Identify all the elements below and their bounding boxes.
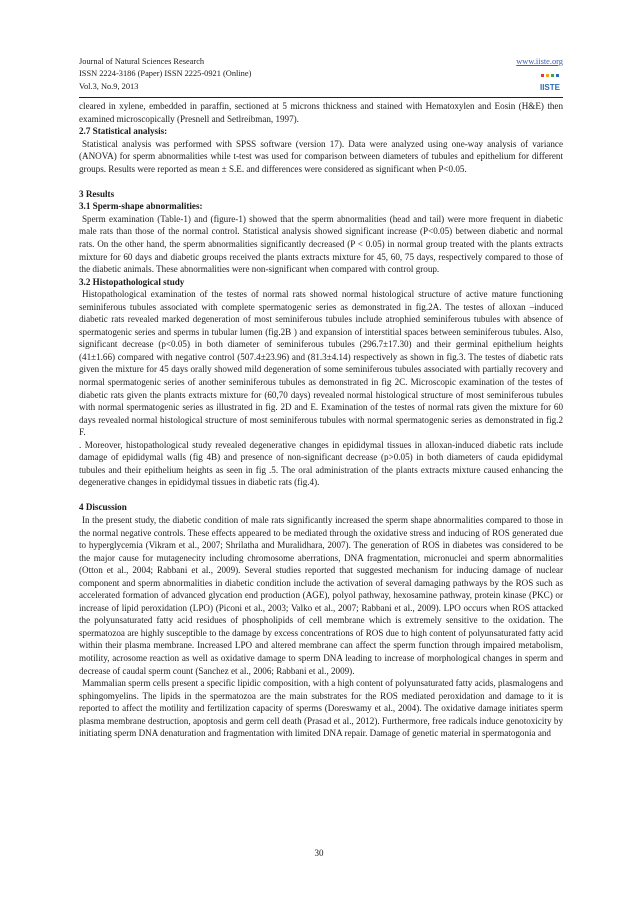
section-heading-2-7: 2.7 Statistical analysis:	[79, 126, 168, 137]
header-rule	[79, 97, 563, 98]
intro-paragraph: cleared in xylene, embedded in paraffin, sectioned at 5 microns thickness and stained with Hematoxylen and Eosin (H&E) then examined microscopically (Presnell and Setlreibman, 1997).	[79, 101, 563, 124]
discussion-paragraph-2: Mammalian sperm cells present a specific lipidic composition, with a high content of polyunsaturated fatty acids, plasmalogens and sphingomyelins. The lipids in the spermatozoa are the main substrates for the ROS mediated peroxidation and damage to it is reported to affect the motility and fertilization capacity of sperms (Doreswamy et al., 2004). The oxidative damage initiates sperm plasma membrane destruction, apoptosis and germ cell death (Prasad et al., 2012). Furthermore, free radicals induce genotoxicity by initiating sperm DNA denaturation and fragmentation with limited DNA repair. Damage of genetic material in spermatogonia and	[79, 678, 563, 739]
epididymis-paragraph: . Moreover, histopathological study revealed degenerative changes in epididymal tissues in alloxan-induced diabetic rats include damage of epididymal walls (fig 4B) and presence of non-significant decrease (p>0.05) in both diameters of cauda epididymal tubules and their epithelium heights as seen in fig .5. The oral administration of the plants extracts mixture caused enhancing the degenerative changes in epididymal tissues in diabetic rats (fig.4).	[79, 439, 563, 488]
sperm-shape-paragraph: Sperm examination (Table-1) and (figure-1) showed that the sperm abnormalities (head and tail) were more frequent in diabetic male rats than those of the normal control. Statistical analysis showed significant increase (P<0.05) between diabetic and normal rats. On the other hand, the sperm abnormalities significantly decreased (P < 0.05) in normal group treated with the plants extracts mixture for 60 days and diabetic groups received the plants extracts mixture for 45, 60, 75 days, respectively compared to those of the diabetic animals. These abnormalities were non-significant when compared with control group.	[79, 213, 563, 275]
volume-line: Vol.3, No.9, 2013	[79, 81, 139, 91]
section-heading-discussion: 4 Discussion	[79, 502, 127, 513]
website-link[interactable]: www.iiste.org	[516, 57, 563, 66]
histopathology-paragraph: Histopathological examination of the testes of normal rats showed normal histological structure of active mature functioning seminiferous tubules associated with complete spermatogenic series as demonstrated in fig.2A. The testes of alloxan –induced diabetic rats revealed marked degeneration of most seminiferous tubules include atrophied seminiferous tubules with absence of spermatogenic series and sperms in tubular lumen (fig.2B ) and expansion of interstitial spaces between seminiferous tubules. Also, significant decrease (p<0.05) in both diameter of seminiferous tubules (296.7±17.30) and their germinal epithelium heights (41±1.66) compared with negative control (507.4±23.96) and (81.3±4.14) respectively as shown in fig.3. The testes of diabetic rats given the mixture for 45 days orally showed mild degeneration of some seminiferous tubules associated with partially recovery and normal spermatogenic series of another seminiferous tubules as demonstrated in fig 2C. Microscopic examination of the testes of diabetic rats given the plants extracts mixture for (60,70 days) revealed normal histological structure of most seminiferous tubules with normal spermatogenic series as illustrated in fig. 2D and E. Examination of the testes of normal rats given the mixture for 60 days revealed normal histological structure of most seminiferous tubules with normal spermatogenic series as demonstrated in fig.2 F.	[79, 289, 563, 438]
issn-line: ISSN 2224-3186 (Paper) ISSN 2225-0921 (Online)	[79, 69, 252, 79]
article-body	[79, 100, 563, 740]
statistics-paragraph: Statistical analysis was performed with SPSS software (version 17). Data were analyzed using one-way analysis of variance (ANOVA) for sperm abnormalities while t-test was used for comparison between diameters of tubules and epithelium for different groups. Results were reported as mean ± S.E. and differences were considered as significant when P<0.05.	[79, 138, 563, 174]
iiste-logo	[537, 72, 563, 96]
page-number: 30	[314, 848, 324, 858]
section-heading-3-2: 3.2 Histopathological study	[79, 276, 185, 287]
discussion-paragraph-1: In the present study, the diabetic condition of male rats significantly increased the sperm shape abnormalities compared to those in the normal negative controls. These effects appeared to be mediated through the oxidative stress and inducing of ROS generated due to hyperglycemia (Vikram et al., 2007; Shrilatha and Muralidhara, 2007). The generation of ROS in diabetes was considered to be the major cause for mutagenecity including chromosome aberrations, DNA fragmentation, micronuclei and sperm abnormalities (Otton et al., 2004; Rabbani et al., 2009). Several studies reported that suggested mechanism for inducing damage of nuclear component and sperm abnormalities in diabetic condition include the activation of several damaging pathways by the ROS such as accelerated formation of advanced glycation end production (AGE), polyol pathway, hexosamine pathway, protein kinase (PKC) or increase of lipid peroxidation (LPO) (Piconi et al., 2003; Valko et al., 2007; Rabbani et al., 2009). LPO occurs when ROS attacked the polyunsaturated fatty acid residues of phospholipids of cell membrane which is extremely sensitive to the oxidation. The spermatozoa are highly susceptible to the damage by excess concentrations of ROS due to high content of polyunsaturated fatty acid within their plasma membrane. Increased LPO and altered membrane can affect the sperm function through impaired metabolism, motility, acrosome reaction as well as oxidative damage to sperm DNA leading to increase of morphological changes in sperm and decrease of caudal sperm count (Sanchez et al., 2006; Rabbani et al., 2009).	[79, 514, 563, 676]
section-heading-results: 3 Results	[79, 188, 115, 199]
journal-name: Journal of Natural Sciences Research	[79, 57, 205, 66]
section-heading-3-1: 3.1 Sperm-shape abnormalities:	[79, 201, 203, 212]
logo-text: IISTE	[539, 83, 561, 92]
